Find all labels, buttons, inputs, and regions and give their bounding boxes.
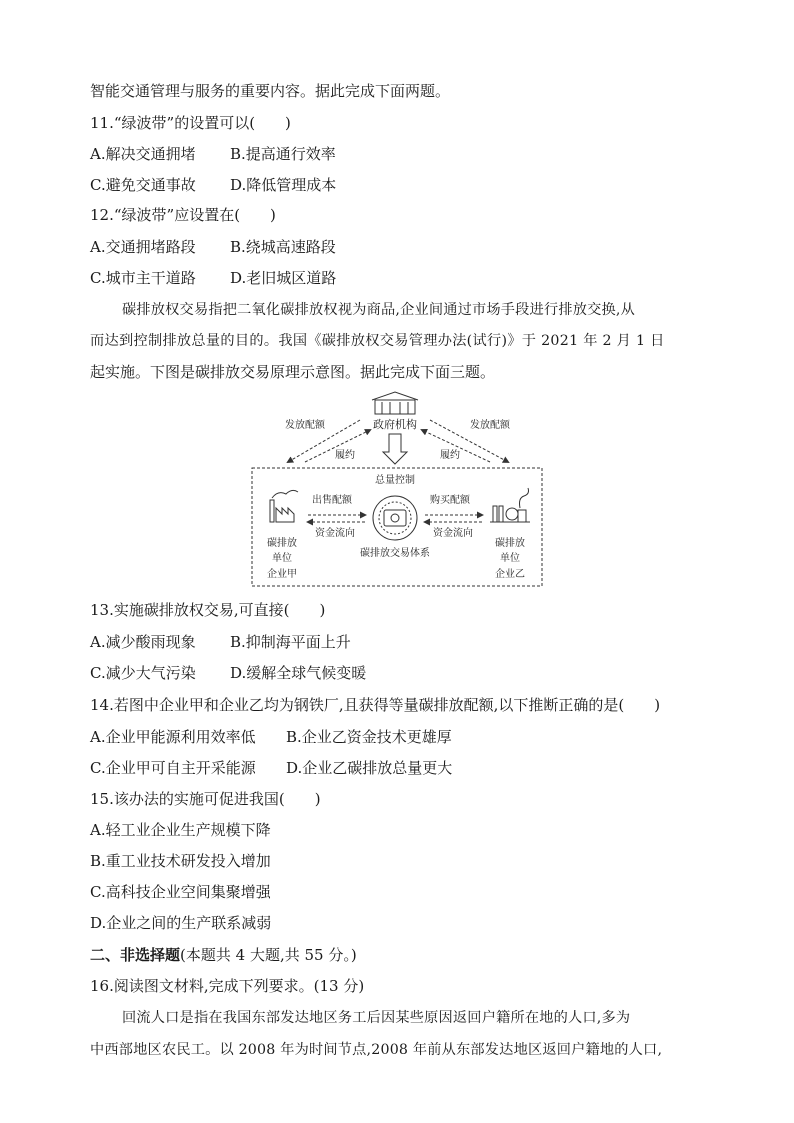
- intro-line: 智能交通管理与服务的重要内容。据此完成下面两题。: [90, 82, 451, 100]
- ent-b-line2: 单位: [500, 553, 520, 564]
- passage-line-2: 而达到控制排放总量的目的。我国《碳排放权交易管理办法(试行)》于 2021 年 2 月 1 日: [90, 333, 665, 349]
- section-2-heading: [90, 945, 357, 965]
- q14-option-d[interactable]: D.企业乙碳排放总量更大: [286, 759, 453, 777]
- issue-left-label: 发放配额: [285, 420, 325, 431]
- q13-options-row2: [90, 663, 366, 683]
- carbon-trading-diagram: [250, 390, 550, 590]
- total-control-arrow: [383, 434, 407, 464]
- q13-options-row1: [90, 632, 351, 652]
- question-16: 16.阅读图文材料,完成下列要求。(13 分): [90, 977, 365, 995]
- passage-line-4: 回流人口是指在我国东部发达地区务工后因某些原因返回户籍所在地的人口,多为: [122, 1010, 631, 1026]
- comply-left-label: 履约: [335, 450, 355, 461]
- q13-option-a[interactable]: A.减少酸雨现象: [90, 633, 196, 651]
- ent-b-line3: 企业乙: [495, 569, 525, 580]
- q13-option-b[interactable]: B.抑制海平面上升: [230, 633, 351, 651]
- comply-right-label: 履约: [440, 450, 460, 461]
- q11-options-row1: [90, 144, 336, 164]
- ent-a-line2: 单位: [272, 553, 292, 564]
- q13-option-c[interactable]: C.减少大气污染: [90, 664, 196, 682]
- trading-gears-icon: [373, 496, 417, 540]
- plant-icon: [490, 488, 530, 522]
- q13-option-d[interactable]: D.缓解全球气候变暖: [230, 664, 367, 682]
- gov-label: 政府机构: [373, 418, 417, 431]
- question-13: 13.实施碳排放权交易,可直接( ): [90, 601, 326, 619]
- q14-option-b[interactable]: B.企业乙资金技术更雄厚: [286, 728, 452, 746]
- q11-option-c[interactable]: C.避免交通事故: [90, 176, 196, 194]
- fund-left-label: 资金流向: [315, 528, 355, 539]
- q12-option-c[interactable]: C.城市主干道路: [90, 269, 196, 287]
- q15-option-c[interactable]: C.高科技企业空间集聚增强: [90, 883, 271, 901]
- q14-option-c[interactable]: C.企业甲可自主开采能源: [90, 759, 256, 777]
- q14-options-row1: [90, 727, 452, 747]
- question-15: 15.该办法的实施可促进我国( ): [90, 790, 321, 808]
- government-building-icon: [372, 392, 418, 414]
- q15-option-b[interactable]: B.重工业技术研发投入增加: [90, 852, 271, 870]
- q12-option-d[interactable]: D.老旧城区道路: [230, 269, 337, 287]
- issue-right-label: 发放配额: [470, 420, 510, 431]
- q11-option-b[interactable]: B.提高通行效率: [230, 145, 336, 163]
- q12-option-b[interactable]: B.绕城高速路段: [230, 238, 336, 256]
- passage-line-1: 碳排放权交易指把二氧化碳排放权视为商品,企业间通过市场手段进行排放交换,从: [122, 302, 635, 318]
- q12-option-a[interactable]: A.交通拥堵路段: [90, 238, 196, 256]
- q11-option-d[interactable]: D.降低管理成本: [230, 176, 337, 194]
- q12-options-row2: [90, 268, 336, 288]
- buy-label: 购买配额: [430, 495, 470, 506]
- sell-label: 出售配额: [312, 495, 352, 506]
- ent-b-line1: 碳排放: [495, 538, 525, 549]
- section-2-note: (本题共 4 大题,共 55 分。): [180, 946, 357, 964]
- question-14: 14.若图中企业甲和企业乙均为钢铁厂,且获得等量碳排放配额,以下推断正确的是( ): [90, 696, 661, 714]
- question-12: 12.“绿波带”应设置在( ): [90, 206, 276, 224]
- q15-option-a[interactable]: A.轻工业企业生产规模下降: [90, 821, 271, 839]
- total-control-label: 总量控制: [375, 475, 415, 486]
- factory-icon: [270, 490, 298, 522]
- q12-options-row1: [90, 237, 336, 257]
- passage-line-3: 起实施。下图是碳排放交易原理示意图。据此完成下面三题。: [90, 363, 496, 381]
- fund-right-label: 资金流向: [433, 528, 473, 539]
- system-label: 碳排放交易体系: [360, 548, 430, 559]
- q15-option-d[interactable]: D.企业之间的生产联系减弱: [90, 914, 272, 932]
- section-2-title: 二、非选择题: [90, 946, 181, 964]
- q14-options-row2: [90, 758, 452, 778]
- ent-a-line3: 企业甲: [267, 569, 297, 580]
- passage-line-5: 中西部地区农民工。以 2008 年为时间节点,2008 年前从东部发达地区返回户籍地的人口,: [90, 1042, 663, 1058]
- question-11: 11.“绿波带”的设置可以( ): [90, 114, 291, 132]
- ent-a-line1: 碳排放: [267, 538, 297, 549]
- q14-option-a[interactable]: A.企业甲能源利用效率低: [90, 728, 256, 746]
- q11-options-row2: [90, 175, 336, 195]
- q11-option-a[interactable]: A.解决交通拥堵: [90, 145, 196, 163]
